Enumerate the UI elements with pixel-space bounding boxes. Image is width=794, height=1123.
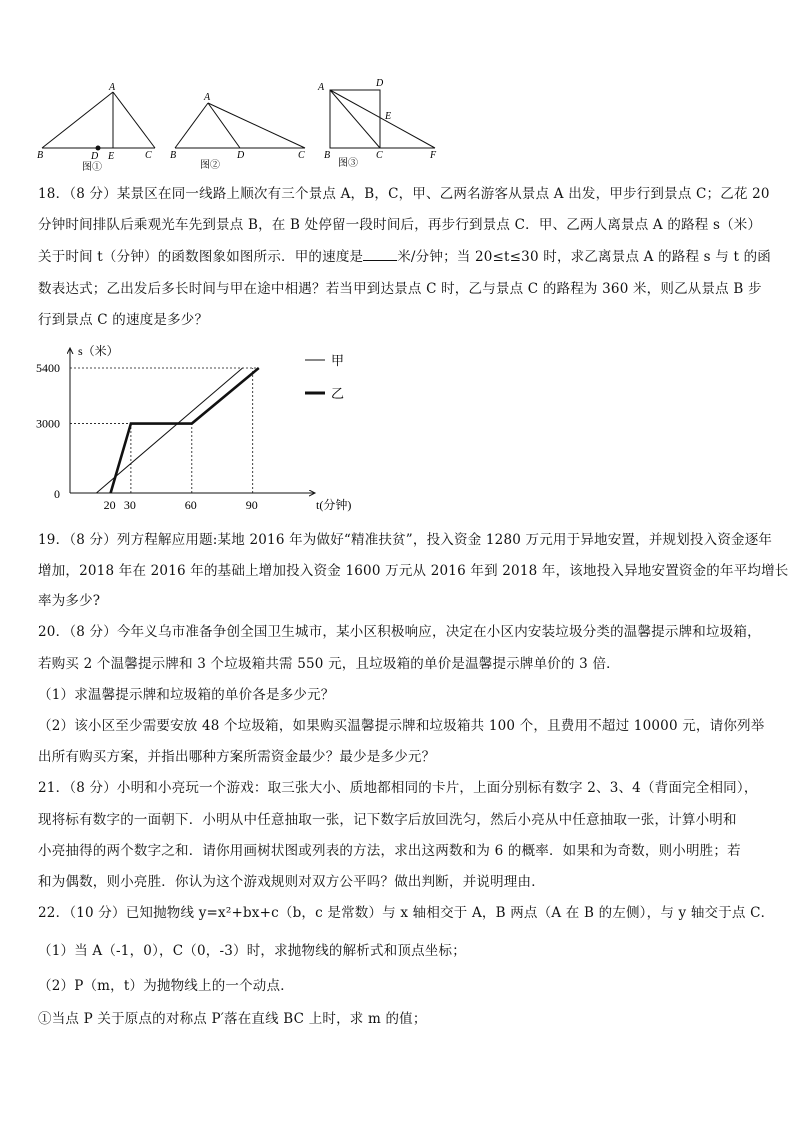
q19-line-2: 增加，2018 年在 2016 年的基础上增加投入资金 1600 万元从 2016 年到 2018 年，该地投入异地安置资金的年平均增长 xyxy=(38,563,789,579)
distance-time-chart xyxy=(30,338,390,520)
x-tick-label: 20 xyxy=(103,498,116,512)
geometry-figures xyxy=(0,0,794,172)
legend-label-jia: 甲 xyxy=(331,353,345,368)
q20-line-2: 若购买 2 个温馨提示牌和 3 个垃圾箱共需 550 元，且垃圾箱的单价是温馨提示牌单价的 3 倍． xyxy=(38,656,620,672)
series-yi-line xyxy=(111,368,259,493)
figure-3 xyxy=(330,90,435,148)
q22-line-2: （1）当 A（-1，0），C（0，-3）时，求抛物线的解析式和顶点坐标； xyxy=(38,943,466,959)
fig1-label-c: C xyxy=(145,150,152,161)
point-d-marker xyxy=(96,146,101,151)
fig1-caption: 图① xyxy=(82,162,102,172)
fig3-label-a: A xyxy=(318,82,325,93)
q19-line-1: 19．（8 分）列方程解应用题:某地 2016 年为做好“精准扶贫”，投入资金 1280 万元用于异地安置，并规划投入资金逐年 xyxy=(38,532,773,548)
q22-line-1: 22．（10 分）已知抛物线 y=x²+bx+c（b，c 是常数）与 x 轴相交于 A，B 两点（A 在 B 的左侧），与 y 轴交于点 C． xyxy=(38,905,775,921)
q18-line-3 xyxy=(38,247,771,267)
q18-line-5: 行到景点 C 的速度是多少？ xyxy=(38,312,209,328)
q22-line-3: （2）P（m，t）为抛物线上的一个动点． xyxy=(38,978,294,994)
q18-line-4: 数表达式；乙出发后多长时间与甲在途中相遇？若当甲到达景点 C 时，乙与景点 C 的路程为 360 米，则乙从景点 B 步 xyxy=(38,281,762,297)
q22-line-4: ①当点 P 关于原点的对称点 P′落在直线 BC 上时，求 m 的值； xyxy=(38,1011,427,1027)
y-tick-label: 3000 xyxy=(36,416,60,431)
legend-label-yi: 乙 xyxy=(331,386,345,401)
fig3-label-b: B xyxy=(324,150,331,161)
q18-line-1: 18．（8 分）某景区在同一线路上顺次有三个景点 A，B，C，甲、乙两名游客从景点 A 出发，甲步行到景点 C；乙花 20 xyxy=(38,186,770,202)
series-jia-line xyxy=(96,368,242,493)
q20-line-1: 20．（8 分）今年义乌市准备争创全国卫生城市，某小区积极响应，决定在小区内安装垃圾分类的温馨提示牌和垃圾箱， xyxy=(38,624,761,640)
q21-line-2: 现将标有数字的一面朝下．小明从中任意抽取一张，记下数字后放回洗匀，然后小亮从中任意抽取一张，计算小明和 xyxy=(38,812,737,828)
x-tick-label: 60 xyxy=(184,498,197,512)
fig2-label-c: C xyxy=(298,150,305,161)
x-tick-label: 90 xyxy=(245,498,258,512)
y-tick-label: 5400 xyxy=(36,361,60,375)
fig2-label-b: B xyxy=(170,150,177,161)
q18-line-3b: 米/分钟；当 20≤t≤30 时，求乙离景点 A 的路程 s 与 t 的函 xyxy=(397,249,772,265)
x-axis-label: t(分钟) xyxy=(316,498,352,512)
fig2-caption: 图② xyxy=(200,160,220,171)
fig1-label-d: D xyxy=(91,151,99,162)
q21-line-3: 小亮抽得的两个数字之和．请你用画树状图或列表的方法，求出这两数和为 6 的概率．如果和为奇数，则小明胜；若 xyxy=(38,843,741,859)
fig3-caption: 图③ xyxy=(338,158,358,169)
y-axis-label: s（米） xyxy=(78,344,119,358)
q21-line-1: 21．（8 分）小明和小亮玩一个游戏：取三张大小、质地都相同的卡片，上面分别标有数字 2、3、4（背面完全相同）， xyxy=(38,780,758,796)
figure-1 xyxy=(42,92,155,148)
fig1-label-b: B xyxy=(37,150,44,161)
fig2-label-d: D xyxy=(237,150,245,161)
q20-line-5: 出所有购买方案，并指出哪种方案所需资金最少？最少是多少元？ xyxy=(38,749,436,765)
fig3-label-d: D xyxy=(376,78,384,89)
figure-2 xyxy=(175,103,305,148)
fig3-label-c: C xyxy=(376,150,383,161)
answer-blank xyxy=(363,247,397,261)
fig2-label-a: A xyxy=(204,92,211,103)
q20-line-4: （2）该小区至少需要安放 48 个垃圾箱，如果购买温馨提示牌和垃圾箱共 100 个，且费用不超过 10000 元，请你列举 xyxy=(38,718,765,734)
fig3-label-f: F xyxy=(430,150,437,161)
origin-label: 0 xyxy=(54,487,60,501)
q19-line-3: 率为多少? xyxy=(38,593,101,609)
fig1-label-a: A xyxy=(109,82,116,93)
fig1-label-e: E xyxy=(108,151,115,162)
q18-line-2: 分钟时间排队后乘观光车先到景点 B，在 B 处停留一段时间后，再步行到景点 C．甲、乙两人离景点 A 的路程 s（米） xyxy=(38,217,762,233)
q21-line-4: 和为偶数，则小亮胜．你认为这个游戏规则对双方公平吗？做出判断，并说明理由． xyxy=(38,874,545,890)
fig3-label-e: E xyxy=(385,111,392,122)
q18-line-3a: 关于时间 t（分钟）的函数图象如图所示．甲的速度是 xyxy=(38,249,364,265)
x-tick-label: 30 xyxy=(123,498,136,512)
q20-line-3: （1）求温馨提示牌和垃圾箱的单价各是多少元？ xyxy=(38,687,335,703)
